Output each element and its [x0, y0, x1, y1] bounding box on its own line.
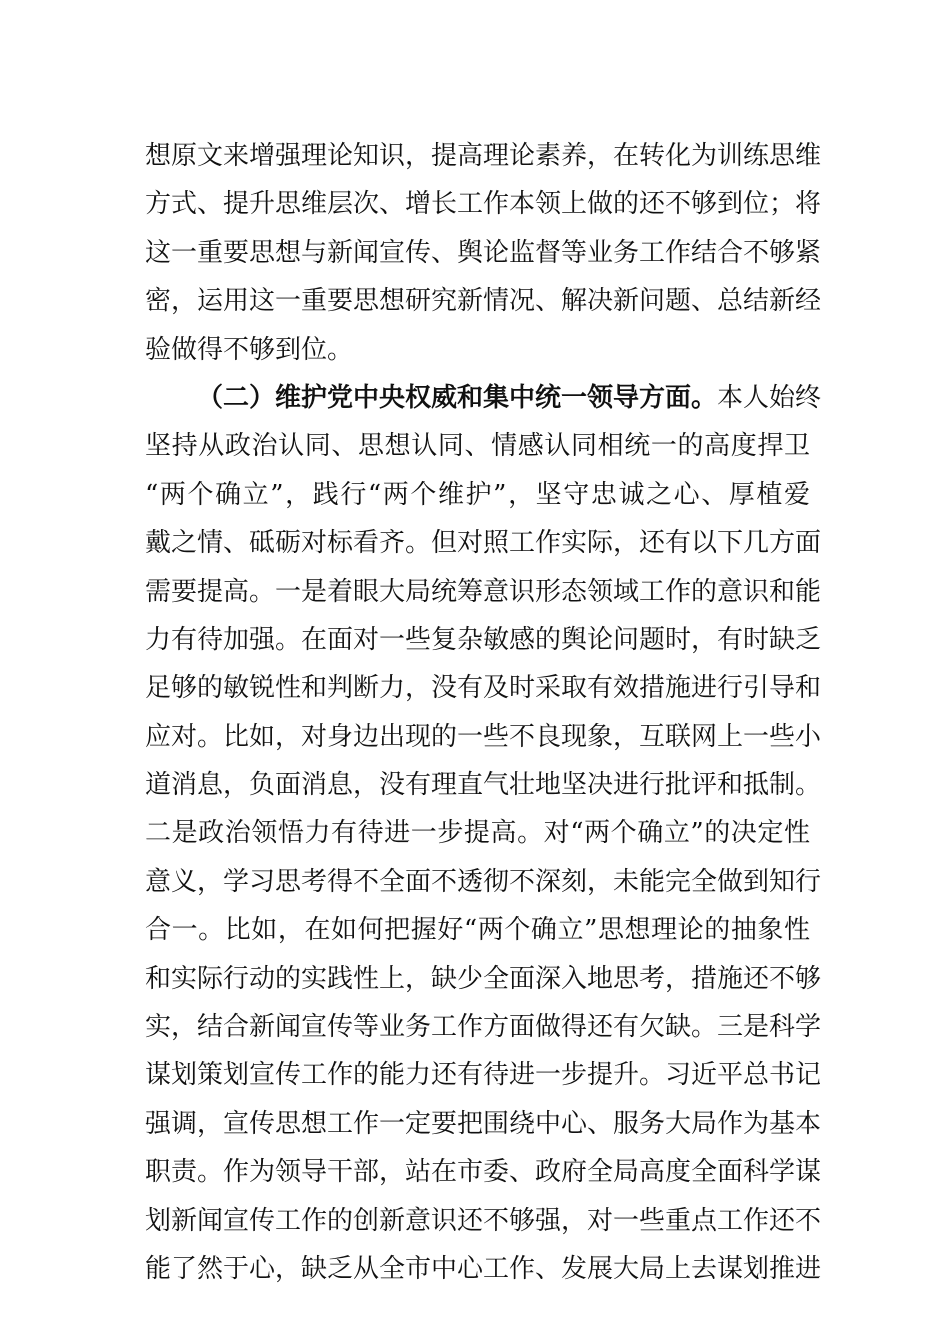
- text-line: 戴之情、砥砺对标看齐。但对照工作实际，还有以下几方面: [145, 528, 822, 559]
- text-line: 坚持从政治认同、思想认同、情感认同相统一的高度捍卫: [145, 431, 810, 462]
- text-line: 应对。比如，对身边出现的一些不良现象，互联网上一些小: [145, 721, 822, 752]
- document-body: [145, 132, 822, 1293]
- text-line: 实，结合新闻宣传等业务工作方面做得还有欠缺。三是科学: [145, 1012, 822, 1043]
- text-line: 足够的敏锐性和判断力，没有及时采取有效措施进行引导和: [145, 673, 822, 704]
- text-line: 这一重要思想与新闻宣传、舆论监督等业务工作结合不够紧: [145, 237, 822, 268]
- text-line: 力有待加强。在面对一些复杂敏感的舆论问题时，有时缺乏: [145, 624, 822, 655]
- paragraph-section-two: [145, 374, 822, 1293]
- text-line: 合一。比如，在如何把握好“两个确立”思想理论的抽象性: [145, 915, 810, 946]
- text-line: 谋划策划宣传工作的能力还有待进一步提升。习近平总书记: [145, 1060, 822, 1091]
- text-line: 验做得不够到位。: [145, 334, 354, 365]
- text-line: 和实际行动的实践性上，缺少全面深入地思考，措施还不够: [145, 963, 822, 994]
- text-line: 划新闻宣传工作的创新意识还不够强，对一些重点工作还不: [145, 1205, 822, 1236]
- text-line: 职责。作为领导干部，站在市委、政府全局高度全面科学谋: [145, 1157, 822, 1188]
- text-line: “两个确立”，践行“两个维护”，坚守忠诚之心、厚植爱: [145, 479, 810, 510]
- text-line: 方式、提升思维层次、增长工作本领上做的还不够到位；将: [145, 189, 822, 220]
- text-line: 能了然于心，缺乏从全市中心工作、发展大局上去谋划推进: [145, 1253, 822, 1284]
- text-line: 密，运用这一重要思想研究新情况、解决新问题、总结新经: [145, 286, 822, 317]
- text-line: 强调，宣传思想工作一定要把围绕中心、服务大局作为基本: [145, 1108, 822, 1139]
- text-line: 想原文来增强理论知识，提高理论素养，在转化为训练思维: [145, 141, 822, 171]
- text-line: 道消息，负面消息，没有理直气壮地坚决进行批评和抵制。: [145, 770, 822, 801]
- text-line: 需要提高。一是着眼大局统筹意识形态领域工作的意识和能: [145, 576, 822, 607]
- paragraph-continuation: [145, 132, 822, 374]
- section-heading: （二）维护党中央权威和集中统一领导方面。: [197, 382, 718, 413]
- section-first-line: [145, 374, 822, 422]
- section-first-line-text: 本人始终: [717, 382, 822, 413]
- text-line: 意义，学习思考得不全面不透彻不深刻，未能完全做到知行: [145, 866, 822, 897]
- text-line: 二是政治领悟力有待进一步提高。对“两个确立”的决定性: [145, 818, 810, 849]
